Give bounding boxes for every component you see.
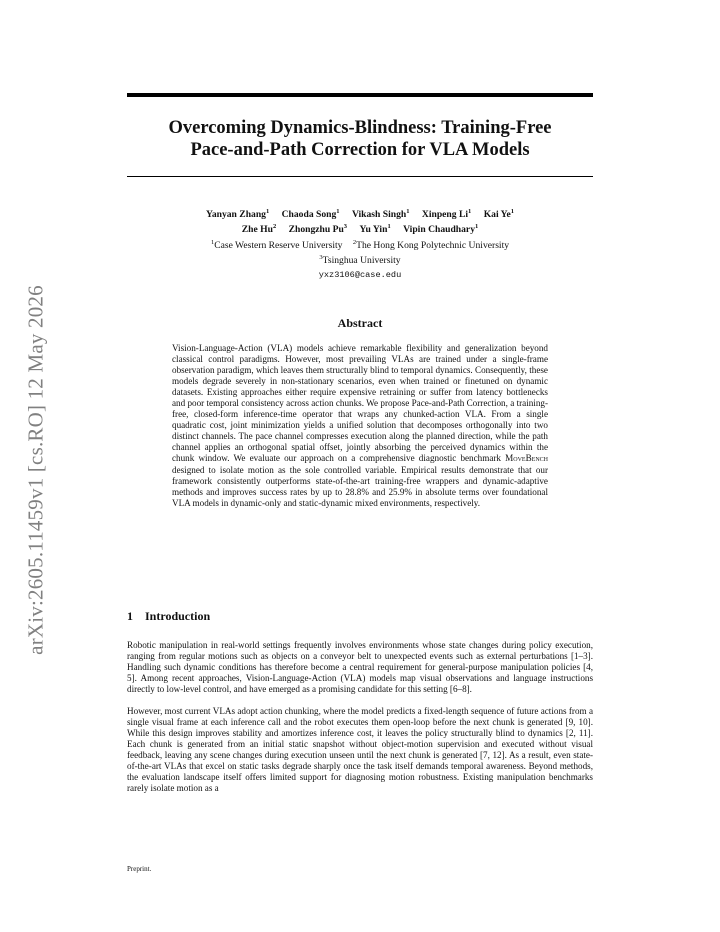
author: Chaoda Song$^1$	[281, 208, 340, 221]
author: Yanyan Zhang$^1$	[205, 208, 270, 221]
author: Kai Ye$^1$	[483, 208, 515, 221]
paper-title-line-2: Pace-and-Path Correction for VLA Models	[190, 140, 530, 160]
author: Zhe Hu$^2$	[241, 223, 277, 236]
author: Zhongzhu Pu$^3$	[288, 223, 348, 236]
title-bottom-rule	[127, 176, 593, 177]
affiliation: $^1$Case Western Reserve University	[210, 238, 343, 251]
author: Vikash Singh$^1$	[351, 208, 410, 221]
author: Yu Yin$^1$	[359, 223, 391, 236]
author-block	[127, 206, 593, 281]
arxiv-identifier-stamp[interactable]: arXiv:2605.11459v1 [cs.RO] 12 May 2026	[23, 285, 48, 655]
title-top-rule	[127, 93, 593, 97]
preprint-footer: Preprint.	[127, 865, 152, 873]
body-paragraph: Robotic manipulation in real-world settings frequently involves environments whose state changes during policy execution, ranging from regular motions such as objects on a conveyor belt to unexpected events such as external perturbations [1–3]. Handling such dynamic conditions has therefore become a central requirement for general-purpose manipulation policies [4, 5]. Among recent approaches, Vision-Language-Action (VLA) models map visual observations and language instructions directly to low-level control, and have emerged as a promising candidate for this setting [6–8].	[127, 640, 593, 695]
corresponding-email[interactable]: yxz3106@case.edu	[318, 269, 402, 280]
affiliations-line	[127, 236, 593, 251]
author-line-2	[127, 221, 593, 236]
section-number: 1	[127, 609, 133, 623]
abstract-text: Vision-Language-Action (VLA) models achieve remarkable flexibility and generalization beyond classical control paradigms. However, most prevailing VLAs are trained under a single-frame observation paradigm, which leaves them structurally blind to temporal dynamics. Consequently, these models degrade severely in non-stationary scenarios, even when trained or finetuned on dynamic datasets. Existing approaches either require expensive retraining or suffer from latency bottlenecks and poor temporal consistency across action chunks. We propose Pace-and-Path Correction, a training-free, closed-form inference-time operator that wraps any chunked-action VLA. From a single quadratic cost, joint minimization yields a unified solution that decomposes orthogonally into two distinct channels. The pace channel compresses execution along the planned direction, while the path channel applies an orthogonal spatial offset, jointly absorbing the perceived dynamics within the chunk window. We evaluate our approach on a comprehensive diagnostic benchmark MoveBench designed to isolate motion as the sole controlled variable. Empirical results demonstrate that our framework consistently outperforms state-of-the-art training-free wrappers and dynamic-adaptive methods and improves success rates by up to 28.8% and 25.9% in absolute terms over foundational VLA models in dynamic-only and static-dynamic mixed environments, respectively.	[172, 343, 548, 508]
paper-title-line-1: Overcoming Dynamics-Blindness: Training-Free	[168, 118, 552, 138]
section-heading-introduction	[127, 609, 210, 624]
paper-title	[127, 117, 593, 161]
affiliation-line-2	[127, 252, 593, 267]
body-paragraph: However, most current VLAs adopt action chunking, where the model predicts a fixed-length sequence of future actions from a single visual frame at each inference call and the robot executes them open-loop before the next chunk is generated [9, 10]. While this design improves stability and amortizes inference cost, it leaves the policy structurally blind to dynamics [2, 11]. Each chunk is generated from an initial static snapshot without object-motion supervision and executed without visual feedback, leaving any scene changes during execution unseen until the next chunk is generated [7, 12]. As a result, even state-of-the-art VLAs that excel on static tasks degrade sharply once the task itself demands temporal awareness. Beyond methods, the evaluation landscape itself offers limited support for diagnosing motion robustness. Existing manipulation benchmarks rarely isolate motion as a	[127, 706, 593, 794]
affiliation: $^2$The Hong Kong Polytechnic University	[352, 238, 510, 251]
abstract-heading: Abstract	[337, 316, 383, 330]
author-line-1	[127, 206, 593, 221]
affiliation: $^3$Tsinghua University	[319, 253, 401, 266]
author: Vipin Chaudhary$^1$	[403, 223, 479, 236]
author: Xinpeng Li$^1$	[421, 208, 472, 221]
benchmark-name: MoveBench	[505, 453, 548, 464]
section-title: Introduction	[145, 609, 211, 623]
